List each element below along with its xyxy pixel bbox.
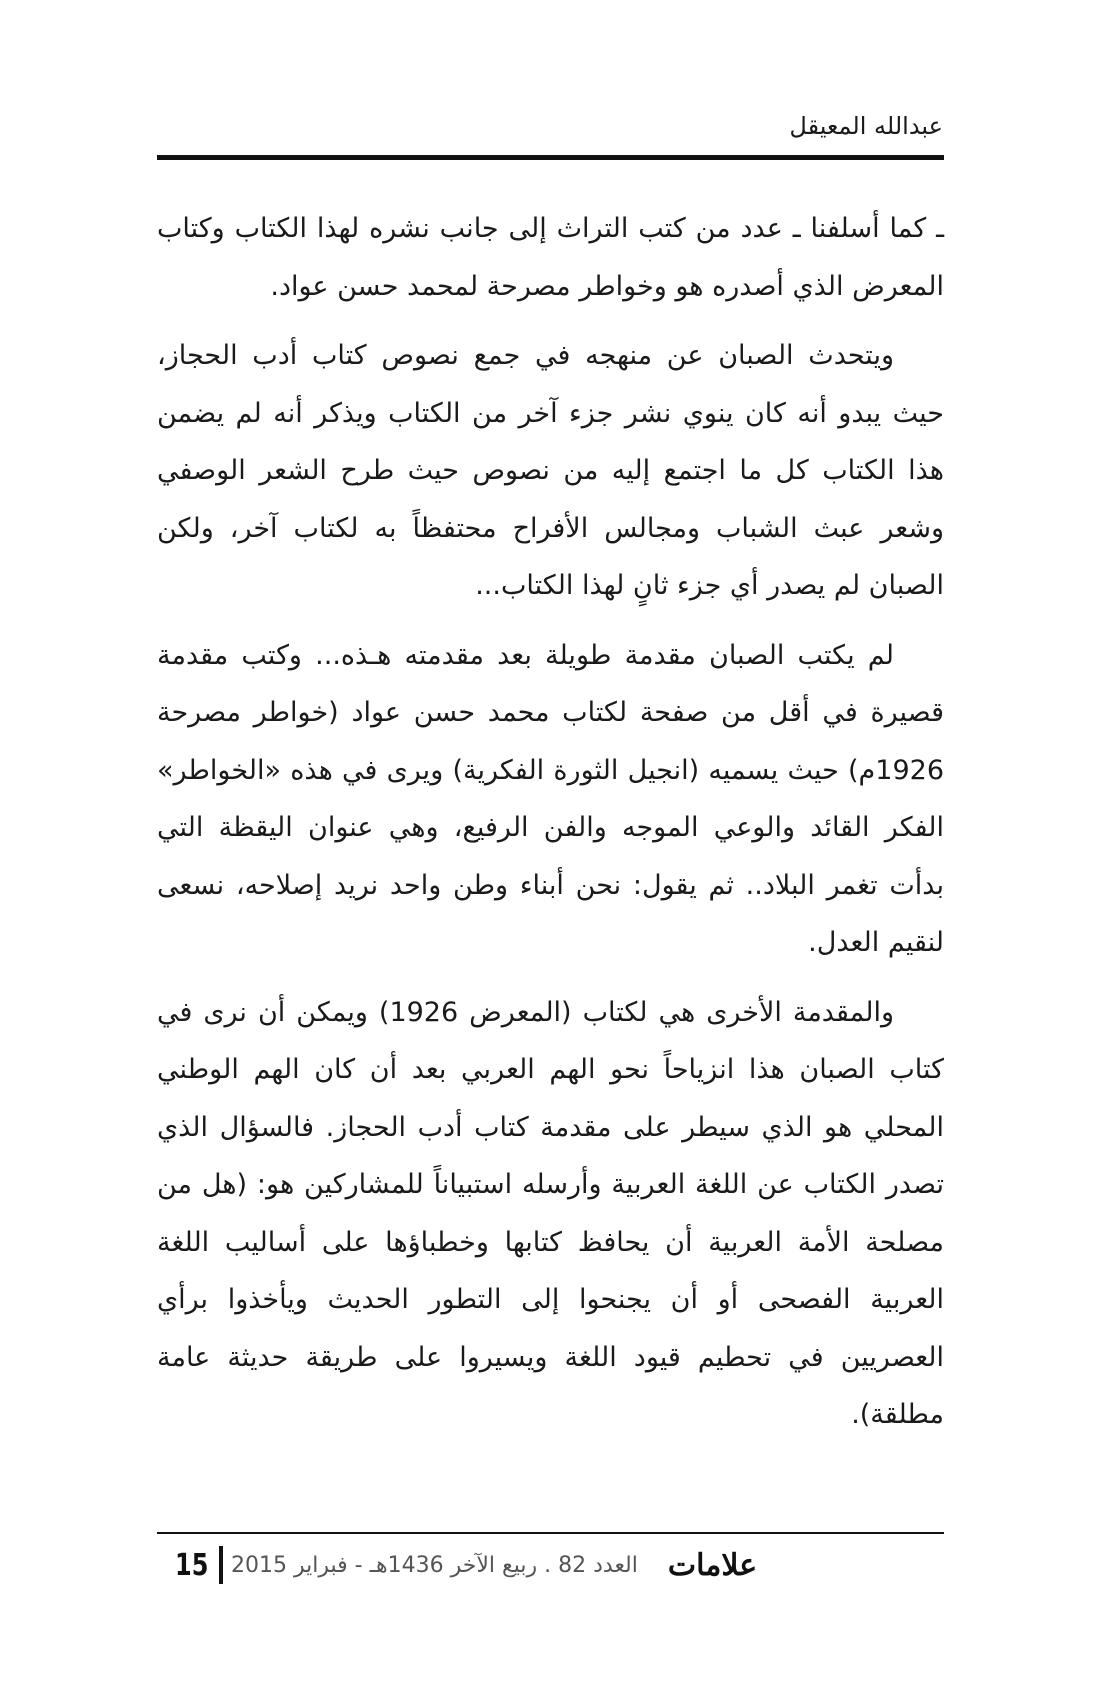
paragraph-3: لم يكتب الصبان مقدمة طويلة بعد مقدمته هـذه... وكتب مقدمة قصيرة في أقل من صفحة لكتاب محمد حسن عواد (خواطر مصرحة 1926م) حيث يسميه (انجيل الثورة الفكرية) ويرى في هذه «الخواطر» الفكر القائد والوعي الموجه والفن الرفيع، وهي عنوان اليقظة التي بدأت تغمر البلاد.. ثم يقول: نحن أبناء وطن واحد نريد إصلاحه، نسعى لنقيم العدل. [157, 639, 944, 958]
footer-divider [219, 1546, 223, 1584]
journal-logo: علامات [667, 1547, 758, 1583]
issue-info: العدد 82 . ربيع الآخر 1436هـ - فبراير 2015 [231, 1552, 638, 1578]
footer-rule [157, 1532, 944, 1534]
page-footer [157, 1540, 944, 1590]
running-header-author: عبدالله المعيقل [789, 112, 943, 140]
paragraph-4: والمقدمة الأخرى هي لكتاب (المعرض 1926) ويمكن أن نرى في كتاب الصبان هذا انزياحاً نحو الهم العربي بعد أن كان الهم الوطني المحلي هو الذي سيطر على مقدمة كتاب أدب الحجاز. فالسؤال الذي تصدر الكتاب عن اللغة العربية وأرسله استبياناً للمشاركين هو: (هل من مصلحة الأمة العربية أن يحافظ كتابها وخطباؤها على أساليب اللغة العربية الفصحى أو أن يجنحوا إلى التطور الحديث ويأخذوا برأي العصريين في تحطيم قيود اللغة ويسيروا على طريقة حديثة عامة مطلقة). [157, 996, 944, 1430]
paragraph-1: ـ كما أسلفنا ـ عدد من كتب التراث إلى جانب نشره لهذا الكتاب وكتاب المعرض الذي أصدره هو وخواطر مصرحة لمحمد حسن عواد. [157, 213, 944, 302]
paragraph-2: ويتحدث الصبان عن منهجه في جمع نصوص كتاب أدب الحجاز، حيث يبدو أنه كان ينوي نشر جزء آخر من الكتاب ويذكر أنه لم يضمن هذا الكتاب كل ما اجتمع إليه من نصوص حيث طرح الشعر الوصفي وشعر عبث الشباب ومجالس الأفراح محتفظاً به لكتاب آخر، ولكن الصبان لم يصدر أي جزء ثانٍ لهذا الكتاب... [157, 340, 944, 601]
header-rule [157, 155, 944, 160]
article-body [157, 200, 944, 1456]
page-number: 15 [175, 1547, 209, 1583]
